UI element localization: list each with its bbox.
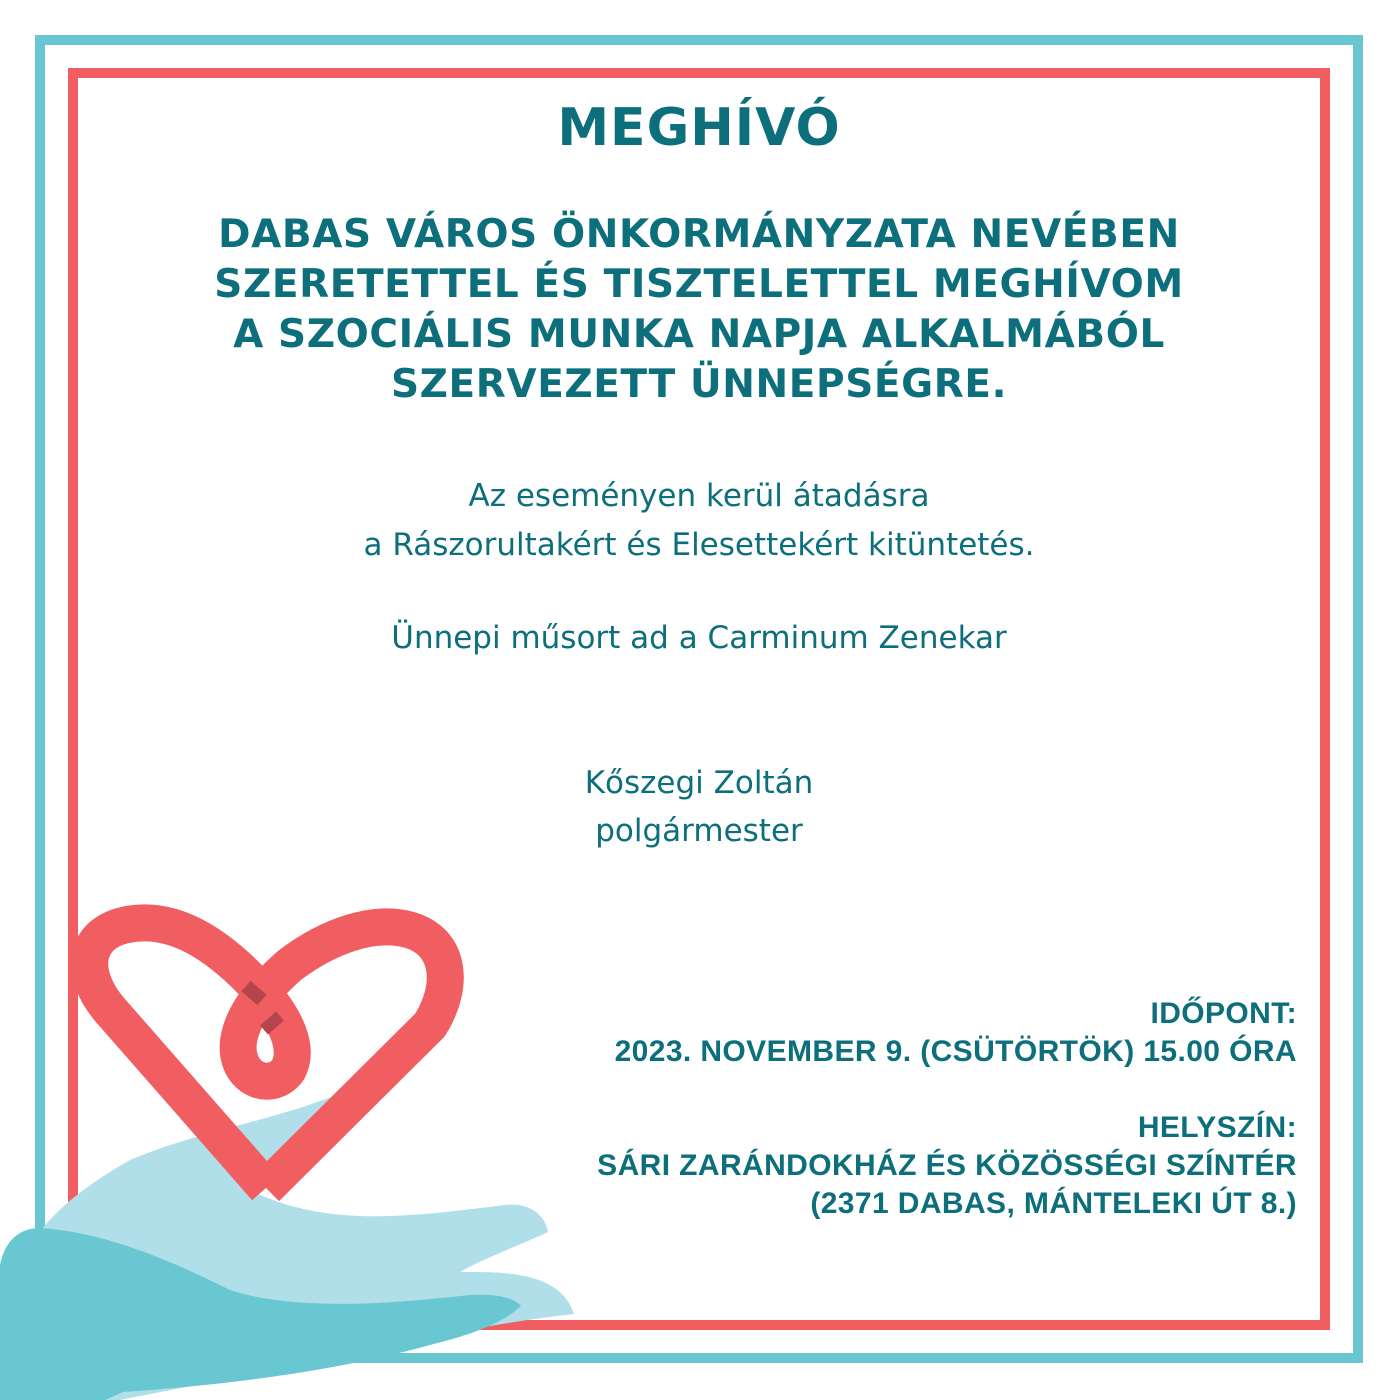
place-address: (2371 DABAS, MÁNTELEKI ÚT 8.) (810, 1187, 1297, 1220)
lead-line: A SZOCIÁLIS MUNKA NAPJA ALKALMÁBÓL (233, 312, 1165, 357)
time-label: IDŐPONT: (1150, 997, 1297, 1030)
invitation-title: MEGHÍVÓ (557, 98, 841, 158)
signatory-title: polgármester (595, 813, 803, 849)
award-paragraph (78, 472, 1320, 570)
event-time-block (615, 995, 1297, 1071)
place-label: HELYSZÍN: (1137, 1111, 1297, 1144)
signature-block (78, 759, 1320, 855)
event-place-block (597, 1109, 1297, 1223)
lead-line: SZERETETTEL ÉS TISZTELETTEL MEGHÍVOM (214, 262, 1184, 307)
time-value: 2023. NOVEMBER 9. (CSÜTÖRTÖK) 15.00 ÓRA (614, 1035, 1297, 1068)
place-venue: SÁRI ZARÁNDOKHÁZ ÉS KÖZÖSSÉGI SZÍNTÉR (597, 1149, 1297, 1182)
award-line: a Rászorultakért és Elesettekért kitüntetés. (363, 527, 1035, 563)
award-line: Az eseményen kerül átadásra (468, 478, 930, 514)
lead-line: SZERVEZETT ÜNNEPSÉGRE. (390, 362, 1008, 407)
program-paragraph: Ünnepi műsort ad a Carminum Zenekar (391, 620, 1007, 656)
signatory-name: Kőszegi Zoltán (584, 765, 814, 801)
invitation-lead-text (78, 210, 1320, 410)
lead-line: DABAS VÁROS ÖNKORMÁNYZATA NEVÉBEN (218, 212, 1180, 257)
